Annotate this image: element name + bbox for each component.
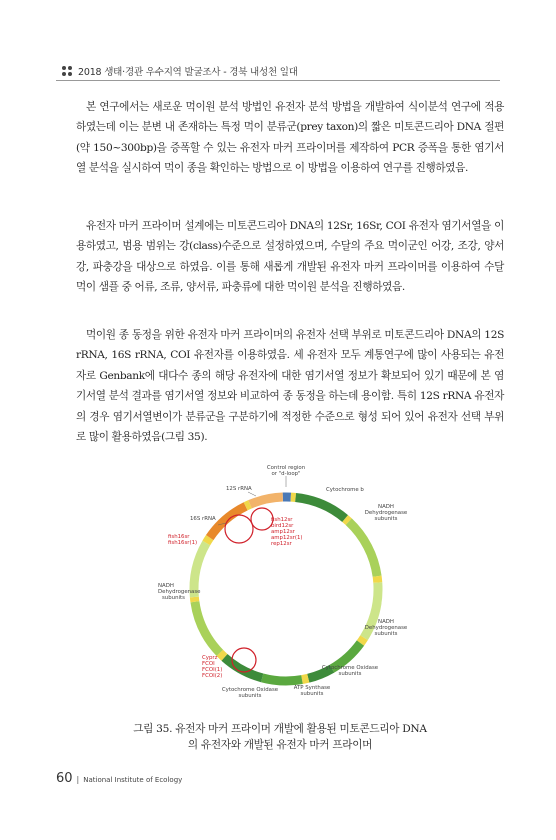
- label-cox-bottom-1: Cytochrome Oxidase: [221, 687, 279, 693]
- label-control-region: Control region: [266, 465, 306, 471]
- bullet-dots-icon: [62, 66, 72, 76]
- label-nadh-top-right-1: NADH: [378, 504, 394, 510]
- primer-list-16s: [168, 534, 197, 546]
- primer-16s-1: fish16sr: [168, 534, 190, 540]
- mtdna-circular-map: [140, 463, 430, 713]
- cox-segment: [261, 674, 303, 686]
- cytochrome-b-segment: [295, 493, 348, 522]
- page-footer: [56, 771, 182, 786]
- label-nadh-left-2: Dehydrogenase: [158, 589, 201, 595]
- paragraph-2: [76, 216, 504, 298]
- label-nadh-left-3: subunits: [162, 595, 185, 601]
- label-cox-right-2: subunits: [338, 671, 362, 677]
- label-nadh-right-1: NADH: [378, 619, 394, 625]
- footer-separator: |: [76, 775, 80, 784]
- label-cox-bottom-2: subunits: [238, 693, 262, 699]
- paragraph-1-text: 본 연구에서는 새로운 먹이원 분석 방법인 유전자 분석 방법을 개발하여 식이분석 연구에 적용하였는데 이는 분변 내 존재하는 특정 먹이 분류군(prey taxon)의 짧은 미토콘드리아 DNA 절편(약 150~300bp)을 증폭할 수 있는 유전자 마커 프라이머를 제작하여 PCR 증폭을 통한 염기서열 분석을 실시하여 먹이 종을 확인하는 방법으로 이 방법을 이용하여 연구를 진행하였음.: [76, 101, 504, 175]
- primer-12s-2: bird12sr: [271, 523, 294, 529]
- label-nadh-top-right-3: subunits: [374, 516, 398, 522]
- label-nadh-left-1: NADH: [158, 583, 174, 589]
- label-d-loop: or "d-loop": [271, 471, 301, 477]
- rrna12-leader: [248, 492, 256, 496]
- nadh-segment: [190, 601, 223, 656]
- mtdna-figure: [140, 463, 430, 713]
- primer-highlight-12s: [251, 508, 273, 530]
- primer-coi-4: FCOI(2): [202, 673, 223, 679]
- page-header: [62, 64, 298, 78]
- trna: [291, 493, 297, 502]
- label-nadh-top-right-2: Dehydrogenase: [364, 510, 408, 516]
- caption-line-1: 그림 35. 유전자 마커 프라이머 개발에 활용된 미토콘드리아 DNA: [133, 723, 427, 735]
- primer-16s-2: fish16sr(1): [168, 540, 198, 546]
- paragraph-1: [76, 97, 504, 179]
- label-cytochrome-b: Cytochrome b: [326, 487, 364, 493]
- primer-highlight-16s: [225, 515, 253, 543]
- primer-list-12s: [271, 517, 303, 547]
- control-region: [283, 493, 291, 502]
- primer-12s-5: rep12sr: [271, 541, 292, 547]
- header-title: 2018 생태·경관 우수지역 발굴조사 - 경북 내성천 일대: [78, 67, 298, 78]
- primer-12s-1: fish12sr: [271, 517, 293, 523]
- page-number: 60: [56, 771, 73, 786]
- label-atp-synthase-1: ATP Synthase: [293, 685, 331, 691]
- label-cox-right-1: Cytochrome Oxidase: [321, 665, 379, 671]
- label-nadh-right-3: subunits: [374, 631, 398, 637]
- paragraph-3: [76, 325, 504, 447]
- paragraph-2-text: 유전자 마커 프라이머 설계에는 미토콘드리아 DNA의 12Sr, 16Sr, COI 유전자 염기서열을 이용하였고, 범용 범위는 강(class)수준으로 설정하였으며, 수달의 주요 먹이군인 어강, 조강, 양서강, 파충강을 대상으로 하였음. 이를 통해 새롭게 개발된 유전자 마커 프라이머를 이용하여 수달 먹이 샘플 중 어류, 조류, 양서류, 파충류에 대한 먹이원 분석을 진행하였음.: [76, 220, 504, 294]
- label-12s-rrna: 12S rRNA: [226, 486, 252, 492]
- caption-line-2: 의 유전자와 개발된 유전자 마커 프라이머: [187, 739, 373, 751]
- cox-segment: [221, 654, 263, 682]
- label-nadh-right-2: Dehydrogenase: [364, 625, 408, 631]
- figure-caption: [80, 721, 480, 753]
- nadh-segment: [346, 518, 382, 576]
- label-16s-rrna: 16S rRNA: [190, 516, 216, 522]
- label-atp-synthase-2: subunits: [300, 691, 324, 697]
- primer-coi-3: FCOI(1): [202, 667, 223, 673]
- header-divider: [56, 80, 500, 81]
- trna: [373, 576, 383, 583]
- primer-coi-2: FCOI: [202, 661, 215, 667]
- paragraph-3-text: 먹이원 종 동정을 위한 유전자 마커 프라이머의 유전자 선택 부위로 미토콘드리아 DNA의 12S rRNA, 16S rRNA, COI 유전자를 이용하였음. 세 유전자 모두 계통연구에 많이 사용되는 유전자로 Genbank에 대다수 종의 해당 유전자에 대한 염기서열 정보가 확보되어 있기 때문에 본 염기서열 분석 결과를 염기서열 정보와 비교하여 종 동정을 하는데 용이함. 특히 12S rRNA 유전자의 경우 염기서열변이가 분류군을 구분하기에 적정한 수준으로 형성 되어 있어 유전자 선택 부위로 많이 활용하였음(그림 35).: [76, 329, 504, 444]
- footer-organization: National Institute of Ecology: [83, 776, 183, 784]
- primer-12s-3: amp12sr: [271, 529, 295, 535]
- primer-coi-1: Cyprz: [202, 655, 218, 661]
- primer-12s-4: amp12sr(1): [271, 535, 303, 541]
